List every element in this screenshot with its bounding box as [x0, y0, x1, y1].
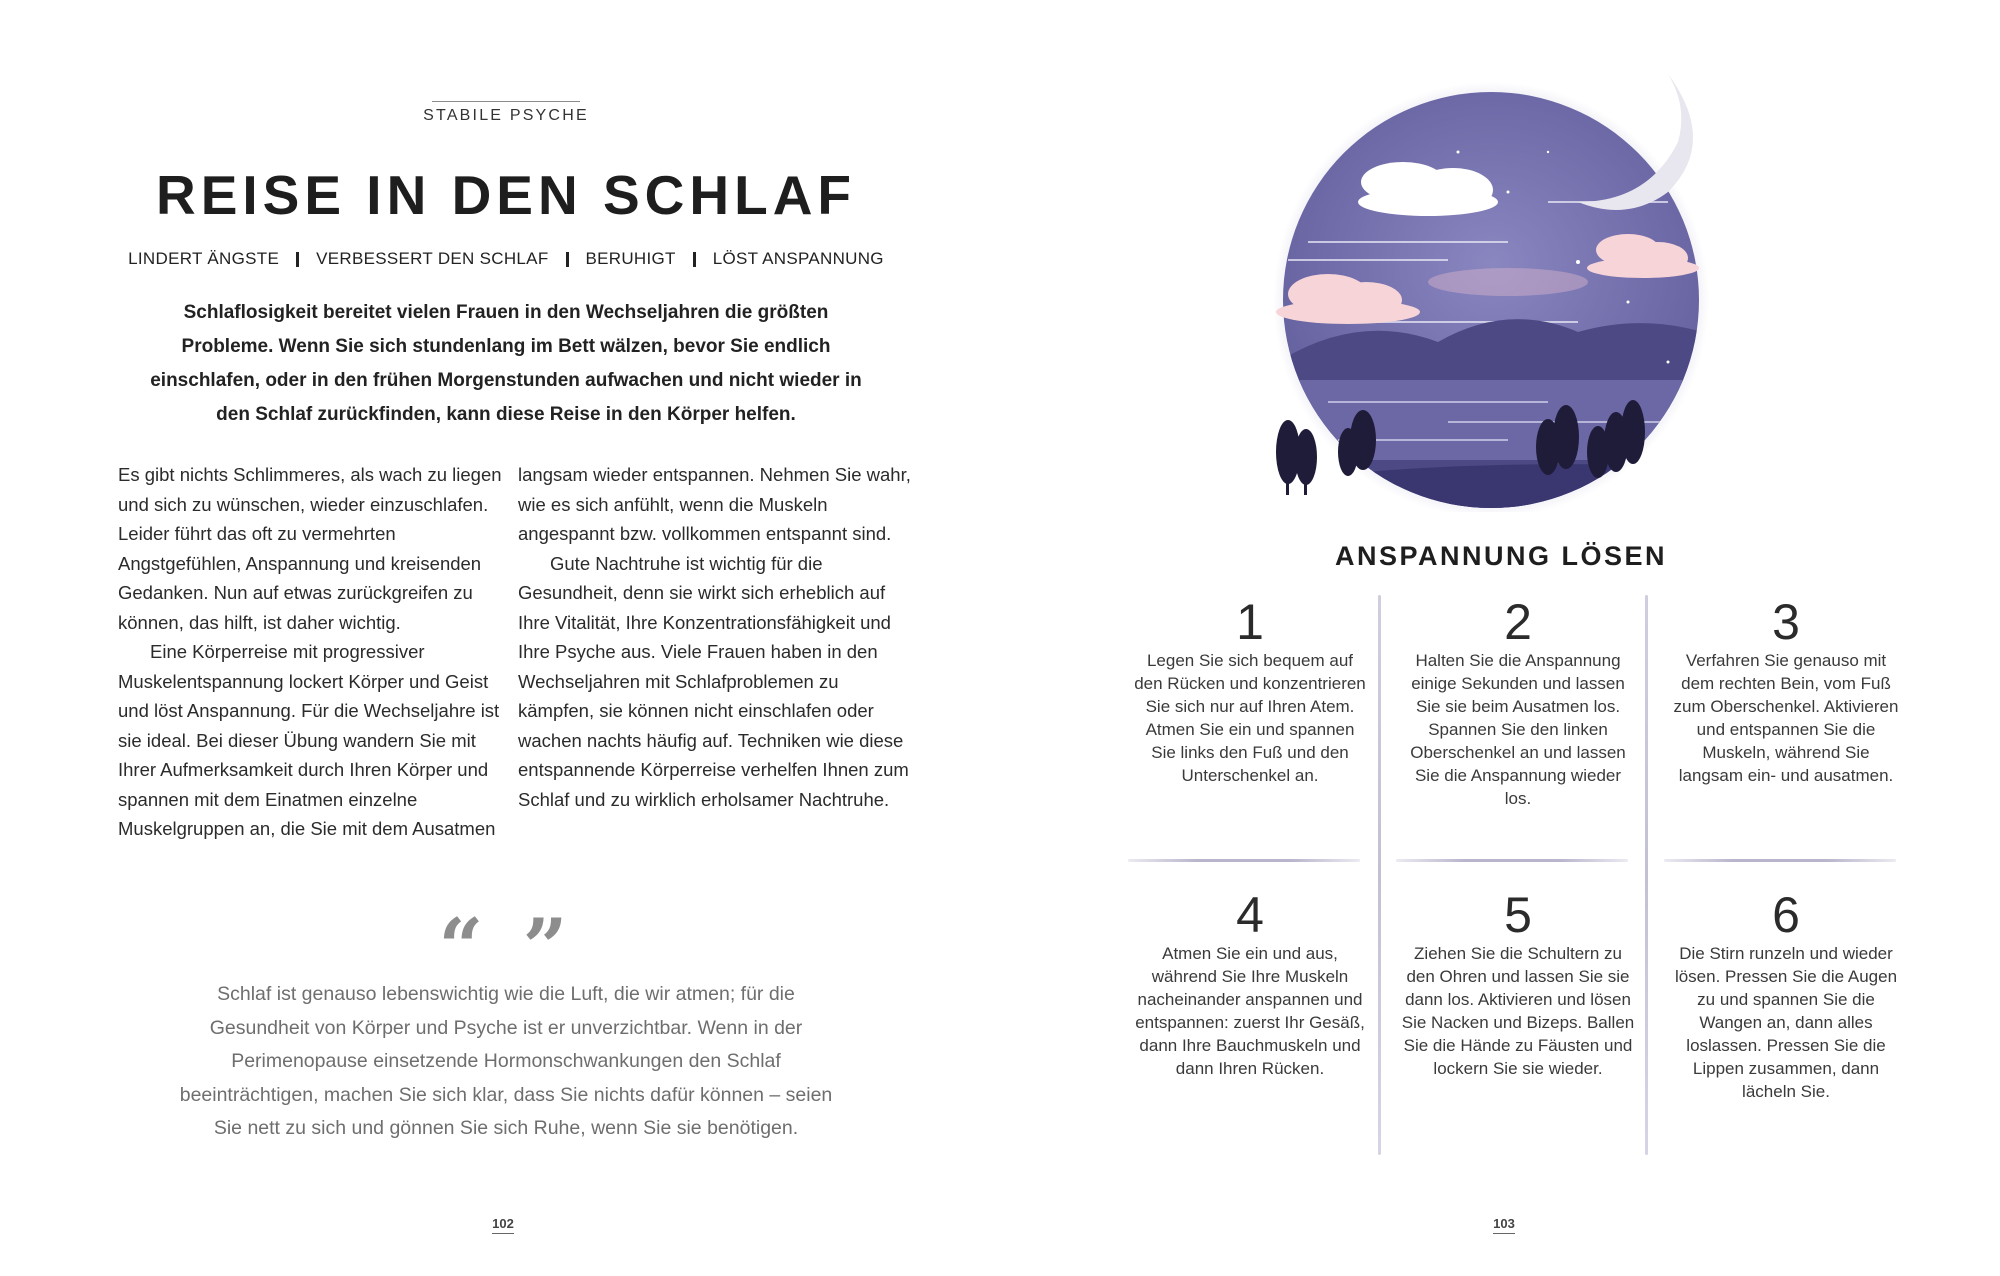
tag-item: VERBESSERT DEN SCHLAF — [316, 249, 549, 268]
step-card — [1668, 888, 1904, 1103]
step-text: Legen Sie sich bequem auf den Rücken und konzentrieren Sie sich nur auf Ihren Atem. Atmen Sie ein und spannen Sie links den Fuß und den Unterschenkel an. — [1134, 651, 1366, 785]
tag-item: LINDERT ÄNGSTE — [128, 249, 280, 268]
tag-separator — [296, 252, 299, 267]
step-number: 6 — [1772, 887, 1800, 943]
step-text: Halten Sie die Anspannung einige Sekunden und lassen Sie sie beim Ausatmen los. Spannen Sie den linken Oberschenkel an und lassen Sie die Anspannung wieder los. — [1410, 651, 1626, 808]
step-text: Atmen Sie ein und aus, während Sie Ihre Muskeln nacheinander anspannen und entspannen: zuerst Ihr Gesäß, dann Ihre Bauchmuskeln und dann Ihren Rücken. — [1135, 944, 1365, 1078]
step-number: 1 — [1236, 594, 1264, 650]
section-kicker: STABILE PSYCHE — [423, 107, 589, 124]
page-number: 103 — [1474, 1216, 1534, 1231]
body-paragraph: langsam wieder entspannen. Nehmen Sie wahr, wie es sich anfühlt, wenn die Muskeln angespannt bzw. vollkommen entspannt sind. — [518, 464, 911, 544]
step-card — [1132, 888, 1368, 1080]
step-text: Verfahren Sie genauso mit dem rechten Bein, vom Fuß zum Oberschenkel. Aktivieren und entspannen Sie die Muskeln, während Sie langsam ein- und ausatmen. — [1673, 651, 1899, 785]
body-column-right — [518, 460, 914, 814]
pull-quote: Schlaf ist genauso lebenswichtig wie die Luft, die wir atmen; für die Gesundheit von Körper und Psyche ist er unverzichtbar. Wenn in der Perimenopause einsetzende Hormonschwankungen den Schlaf beeinträchtigen, machen Sie sich klar, dass Sie nichts dafür können – seien Sie nett zu sich und gönnen Sie sich Ruhe, wenn Sie sie benötigen. — [179, 983, 833, 1139]
step-text: Die Stirn runzeln und wieder lösen. Pressen Sie die Augen zu und spannen Sie die Wangen an, dann alles loslassen. Pressen Sie die Lippen zusammen, dann lächeln Sie. — [1674, 944, 1898, 1101]
benefit-tags — [100, 249, 912, 269]
step-card — [1400, 595, 1636, 810]
tag-separator — [693, 252, 696, 267]
page-title: REISE IN DEN SCHLAF — [155, 164, 857, 226]
step-card — [1132, 595, 1368, 787]
pink-haze — [1428, 268, 1588, 296]
step-number: 2 — [1504, 594, 1532, 650]
tag-separator — [566, 252, 569, 267]
body-paragraph: Es gibt nichts Schlimmeres, als wach zu liegen und sich zu wünschen, wieder einzuschlafen. Leider führt das oft zu vermehrten Angstgefühlen, Anspannung und kreisenden Gedanken. Nun auf etwas zurückgreifen zu können, das hilft, ist daher wichtig. — [118, 464, 502, 633]
grid-divider — [1645, 595, 1648, 1155]
step-number: 3 — [1772, 594, 1800, 650]
step-number: 5 — [1504, 887, 1532, 943]
right-page — [1000, 0, 2000, 1276]
grid-divider — [1378, 595, 1381, 1155]
kicker-rule — [432, 101, 580, 102]
steps-grid — [1124, 594, 1899, 1155]
tag-item: LÖST ANSPANNUNG — [712, 249, 884, 268]
body-column-left — [118, 460, 510, 844]
step-card — [1400, 888, 1636, 1080]
step-card — [1668, 595, 1904, 787]
steps-heading: ANSPANNUNG LÖSEN — [1334, 541, 1668, 571]
grid-divider — [1396, 859, 1628, 862]
night-sky-illustration — [1248, 62, 1738, 512]
intro-paragraph: Schlaflosigkeit bereitet vielen Frauen in den Wechseljahren die größten Probleme. Wenn Sie sich stundenlang im Bett wälzen, bevor Sie endlich einschlafen, oder in den frühen Morgenstunden aufwachen und nicht wieder in den Schlaf zurückfinden, kann diese Reise in den Körper helfen. — [150, 302, 862, 425]
step-text: Ziehen Sie die Schultern zu den Ohren und lassen Sie sie dann los. Aktivieren und lösen Sie Nacken und Bizeps. Ballen Sie die Hände zu Fäusten und lockern Sie sie wieder. — [1401, 944, 1635, 1078]
grid-divider — [1664, 859, 1896, 862]
grid-divider — [1128, 859, 1360, 862]
body-paragraph: Gute Nachtruhe ist wichtig für die Gesundheit, denn sie wirkt sich erheblich auf Ihre Vitalität, Ihre Konzentrationsfähigkeit und Ihre Psyche aus. Viele Frauen haben in den Wechseljahren mit Schlafproblemen zu kämpfen, sie können nicht einschlafen oder wachen nachts häufig auf. Techniken wie diese entspannende Körperreise verhelfen Ihnen zum Schlaf und zu wirklich erholsamer Nachtruhe. — [518, 552, 909, 810]
quote-marks-icon: “ ” — [438, 902, 574, 993]
tag-item: BERUHIGT — [585, 249, 676, 268]
page-number: 102 — [473, 1216, 533, 1231]
body-paragraph: Eine Körperreise mit progressiver Muskelentspannung lockert Körper und Geist und löst Anspannung. Für die Wechseljahre ist sie ideal. Bei dieser Übung wandern Sie mit Ihrer Aufmerksamkeit durch Ihren Körper und spannen mit dem Einatmen einzelne Muskelgruppen an, die Sie mit dem Ausatmen — [118, 641, 500, 839]
step-number: 4 — [1236, 887, 1264, 943]
